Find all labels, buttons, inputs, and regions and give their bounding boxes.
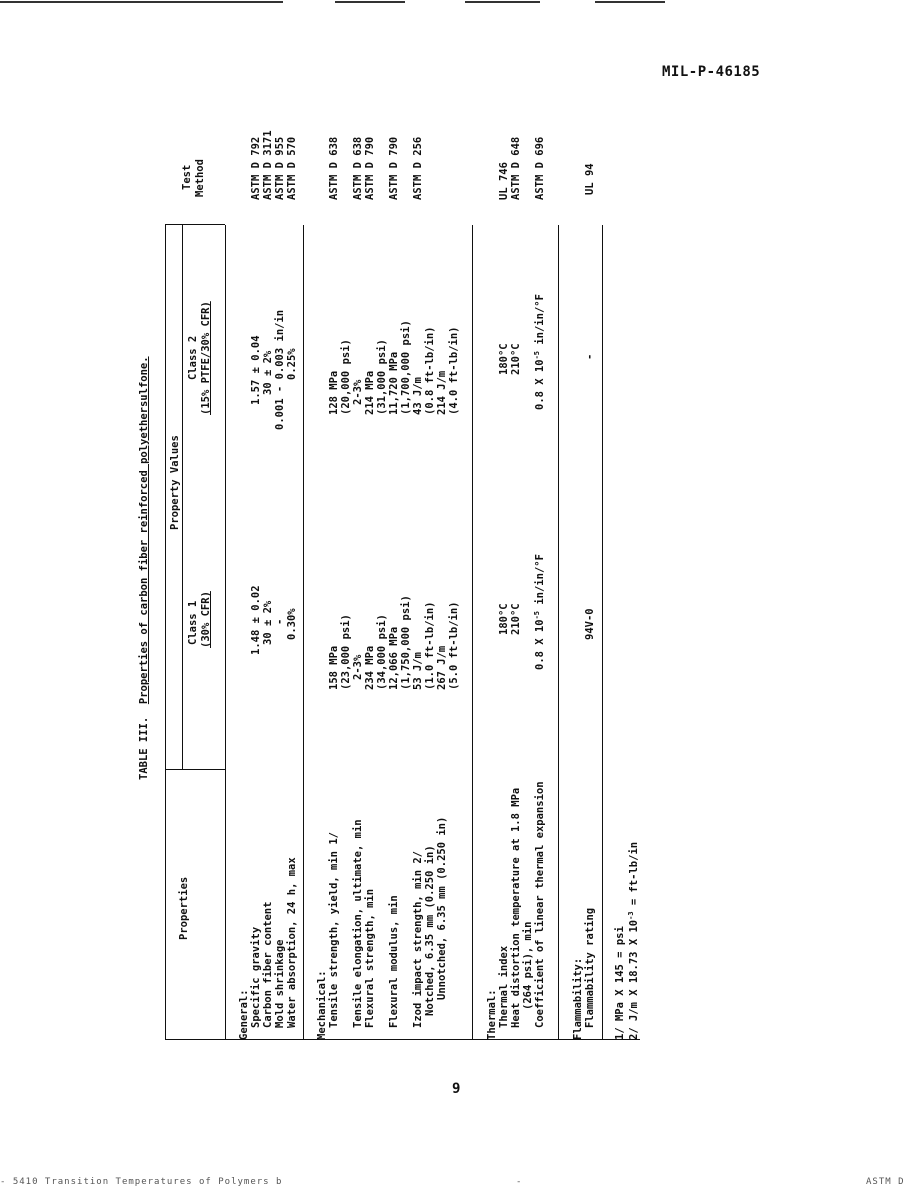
table-end-rule [602,225,603,1040]
carbon-fiber-c2: 30 ± 2% [262,350,274,395]
carbon-fiber-method: ASTM D 3171 [262,130,274,200]
flex-modulus-method: ASTM D 790 [388,136,400,200]
section-rule-1 [165,1039,640,1040]
clte-method: ASTM D 696 [534,136,546,200]
hdt-c2: 210°C [510,343,522,375]
property-table [120,120,640,1040]
clte-label: Coefficient of linear thermal expansion [534,781,546,1028]
notched-c2: 43 J/m [412,377,424,415]
class1-name: Class 1 [187,600,199,645]
carbon-fiber-label: Carbon fiber content [262,901,274,1028]
footnote-2: 2/ J/m X 18.73 X $10^{-3} = ft-lb/in$ [627,841,640,1040]
hdt-c1: 210°C [510,603,522,635]
table-title: TABLE III. Properties of carbon fiber reinforced polyethersulfone. [138,356,150,780]
hdt-method: ASTM D 648 [510,136,522,200]
tensile-elong-c2: 2-3% [352,379,364,405]
top-rule-far [595,1,665,3]
thermal-index-method: UL 746 [498,162,510,200]
hdt-label2: (264 psi), min [522,921,534,1010]
clte-c2: 0.8 X $10^{-5}$ in/in/°F [533,294,546,410]
tensile-yield-c1: 158 MPa [328,645,340,690]
col-property-values: Property Values [169,435,181,530]
mold-shrinkage-c1: - [274,618,286,625]
rotated-table-region [120,120,640,1040]
tensile-yield-c1b: (23,000 psi) [340,614,352,690]
mold-shrinkage-label: Mold shrinkage [274,939,286,1028]
flex-strength-c1: 234 MPa [364,645,376,690]
izod-method: ASTM D 256 [412,136,424,200]
notched-c2b: (0.8 ft-lb/in) [424,326,436,415]
unnotched-c1b: (5.0 ft-lb/in) [448,601,460,690]
flex-strength-c2b: (31,000 psi) [376,339,388,415]
col-test: Test [181,164,193,190]
class1-sub: (30% CFR) [200,591,212,648]
tensile-yield-label: Tensile strength, yield, min 1/ [328,832,340,1028]
thermal-index-label: Thermal index [498,945,510,1028]
thermal-index-c1: 180°C [498,603,510,635]
hdt-label: Heat distortion temperature at 1.8 MPa [510,787,522,1028]
tensile-yield-c2: 128 MPa [328,370,340,415]
top-rule-left [0,1,283,3]
clte-c1: 0.8 X $10^{-5}$ in/in/°F [533,554,546,670]
col-properties: Properties [178,876,190,940]
flex-modulus-c1: 12,066 MPa [388,626,400,690]
mechanical-heading: Mechanical: [316,970,328,1040]
mold-shrinkage-c2: 0.001 - 0.003 in/in [274,309,286,430]
col-method: Method [194,159,206,197]
thermal-index-c2: 180°C [498,343,510,375]
notched-label: Notched, 6.35 mm (0.250 in) [424,845,436,1016]
tensile-yield-method: ASTM D 638 [328,136,340,200]
class2-sub: (15% PTFE/30% CFR) [200,301,212,415]
flex-strength-label: Flexural strength, min [364,888,376,1028]
tensile-elong-method: ASTM D 638 [352,136,364,200]
values-rule [182,225,183,770]
tensile-elong-c1: 2-3% [352,654,364,680]
strip-mid: - [516,1177,523,1187]
flex-strength-method: ASTM D 790 [364,136,376,200]
footnote-1: 1/ MPa X 145 = psi [614,926,626,1040]
document-id: MIL-P-46185 [662,64,761,80]
unnotched-c2: 214 J/m [436,370,448,415]
water-absorption-label: Water absorption, 24 h, max [286,857,298,1028]
flammability-heading: Flammability: [572,957,584,1040]
specific-gravity-c1: 1.48 ± 0.02 [250,585,262,655]
general-heading: General: [238,989,250,1040]
specific-gravity-method: ASTM D 792 [250,136,262,200]
unnotched-label: Unnotched, 6.35 mm (0.250 in) [436,816,448,1000]
general-end-rule [303,225,304,1040]
header-divider-2 [165,224,225,225]
flex-modulus-c1b: (1,750,000 psi) [400,595,412,690]
strip-left: - 5410 Transition Temperatures of Polymers b [0,1177,283,1187]
flex-modulus-label: Flexural modulus, min [388,895,400,1028]
flammability-method: UL 94 [584,163,596,195]
thermal-end-rule [558,225,559,1040]
mechanical-end-rule [472,225,473,1040]
water-absorption-c1: 0.30% [286,608,298,640]
unnotched-c1: 267 J/m [436,645,448,690]
thermal-heading: Thermal: [486,989,498,1040]
header-top-rule [165,225,166,1040]
tensile-yield-c2b: (20,000 psi) [340,339,352,415]
flex-strength-c1b: (34,000 psi) [376,614,388,690]
izod-label: Izod impact strength, min 2/ [412,850,424,1028]
flammability-label: Flammability rating [584,907,596,1028]
top-rule-mid [335,1,405,3]
header-bottom-rule [225,225,226,1040]
page-number: 9 [452,1081,461,1097]
class2-name: Class 2 [187,335,199,380]
mold-shrinkage-method: ASTM D 955 [274,136,286,200]
flex-strength-c2: 214 MPa [364,370,376,415]
header-divider-1 [165,769,225,770]
flammability-c1: 94V-0 [584,608,596,640]
tensile-elong-label: Tensile elongation, ultimate, min [352,819,364,1028]
water-absorption-c2: 0.25% [286,348,298,380]
notched-c1b: (1.0 ft-lb/in) [424,601,436,690]
top-rule-right [465,1,540,3]
flex-modulus-c2b: (1,700,000 psi) [400,320,412,415]
flex-modulus-c2: 11,720 MPa [388,351,400,415]
specific-gravity-c2: 1.57 ± 0.04 [250,335,262,405]
water-absorption-method: ASTM D 570 [286,136,298,200]
specific-gravity-label: Specific gravity [250,926,262,1028]
unnotched-c2b: (4.0 ft-lb/in) [448,326,460,415]
notched-c1: 53 J/m [412,652,424,690]
strip-right: ASTM D [866,1177,905,1187]
carbon-fiber-c1: 30 ± 2% [262,600,274,645]
flammability-c2: - [584,353,596,360]
